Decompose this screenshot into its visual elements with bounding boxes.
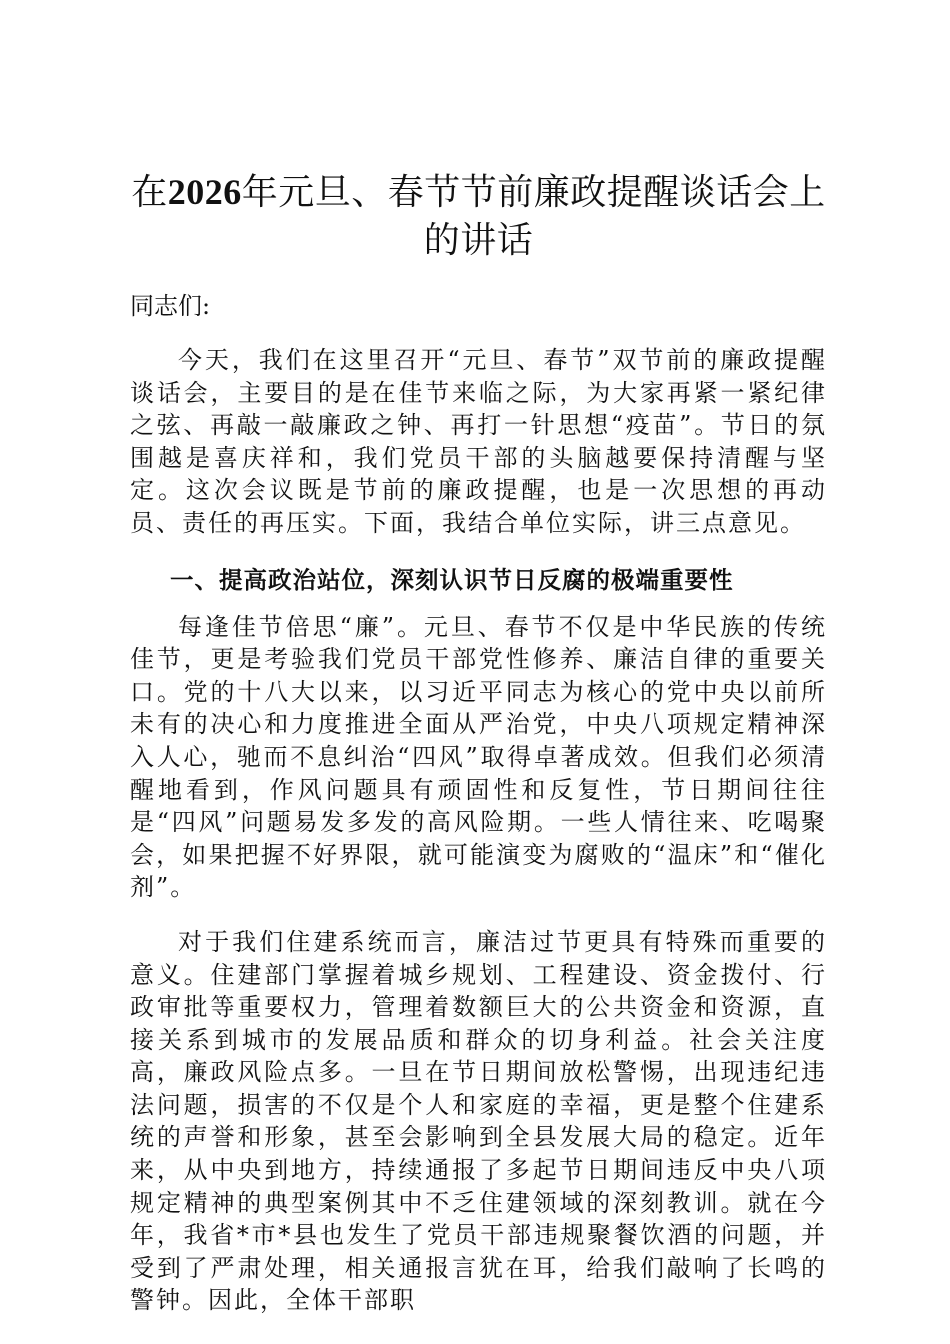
- title-line1-rest: 年元旦、春节节前廉政提醒谈话会上: [241, 172, 826, 213]
- title-year: 2026: [167, 172, 242, 212]
- section-paragraph: 每逢佳节倍思“廉”。元旦、春节不仅是中华民族的传统佳节，更是考验我们党员干部党性修养、廉洁自律的重要关口。党的十八大以来，以习近平同志为核心的党中央以前所未有的决心和力度推进全面从严治党，中央八项规定精神深入人心，驰而不息纠治“四风”取得卓著成效。但我们必须清醒地看到，作风问题具有顽固性和反复性，节日期间往往是“四风”问题易发多发的高风险期。一些人情往来、吃喝聚会，如果把握不好界限，就可能演变为腐败的“温床”和“催化剂”。: [130, 612, 827, 902]
- section-heading: 一、提高政治站位，深刻认识节日反腐的极端重要性: [170, 565, 734, 594]
- salutation: 同志们:: [130, 292, 211, 320]
- title-line2: 的讲话: [423, 220, 534, 261]
- title-prefix: 在: [131, 172, 168, 213]
- document-page: [130, 168, 827, 1317]
- intro-paragraph: 今天，我们在这里召开“元旦、春节”双节前的廉政提醒谈话会，主要目的是在佳节来临之际，为大家再紧一紧纪律之弦、再敲一敲廉政之钟、再打一针思想“疫苗”。节日的氛围越是喜庆祥和，我们党员干部的头脑越要保持清醒与坚定。这次会议既是节前的廉政提醒，也是一次思想的再动员、责任的再压实。下面，我结合单位实际，讲三点意见。: [130, 346, 827, 537]
- section-paragraph: 对于我们住建系统而言，廉洁过节更具有特殊而重要的意义。住建部门掌握着城乡规划、工程建设、资金拨付、行政审批等重要权力，管理着数额巨大的公共资金和资源，直接关系到城市的发展品质和群众的切身利益。社会关注度高，廉政风险点多。一旦在节日期间放松警惕，出现违纪违法问题，损害的不仅是个人和家庭的幸福，更是整个住建系统的声誉和形象，甚至会影响到全县发展大局的稳定。近年来，从中央到地方，持续通报了多起节日期间违反中央八项规定精神的典型案例其中不乏住建领域的深刻教训。就在今年，我省*市*县也发生了党员干部违规聚餐饮酒的问题，并受到了严肃处理，相关通报言犹在耳，给我们敲响了长鸣的警钟。因此，全体干部职: [130, 927, 827, 1315]
- document-title: [130, 168, 827, 265]
